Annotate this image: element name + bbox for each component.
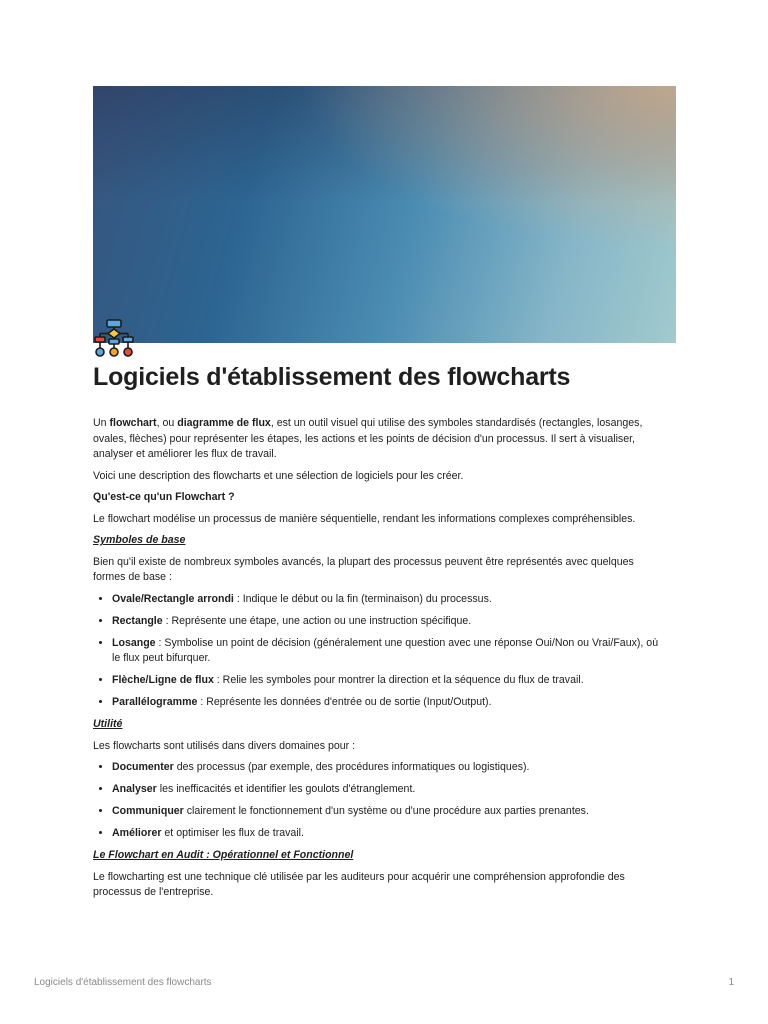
list-item-term: Flèche/Ligne de flux [112,674,214,686]
list-item [112,782,663,798]
list-item-term: Parallélogramme [112,696,198,708]
page-title: Logiciels d'établissement des flowcharts [93,363,571,391]
list-item-desc: : Relie les symboles pour montrer la direction et la séquence du flux de travail. [213,674,584,686]
section-heading-utility: Utilité [93,718,123,730]
document-body [93,416,663,907]
page-number: 1 [728,977,734,988]
utility-list [93,760,663,842]
section-heading-audit: Le Flowchart en Audit : Opérationnel et Fonctionnel [93,849,354,861]
definition-paragraph: Le flowchart modélise un processus de manière séquentielle, rendant les informations complexes compréhensibles. [93,512,636,525]
intro-paragraph-2: Voici une description des flowcharts et une sélection de logiciels pour les créer. [93,469,464,482]
audit-paragraph: Le flowcharting est une technique clé utilisée par les auditeurs pour acquérir une compréhension approfondie des processus de l'entreprise. [93,870,625,898]
list-item-desc: les inefficacités et identifier les goulots d'étranglement. [156,783,416,795]
section-heading-symbols: Symboles de base [93,534,186,546]
footer-title: Logiciels d'établissement des flowcharts [34,977,212,988]
list-item-term: Losange [112,636,156,649]
list-item-desc: : Représente les données d'entrée ou de sortie (Input/Output). [197,696,492,708]
list-item-desc: des processus (par exemple, des procédures informatiques ou logistiques). [173,761,530,773]
section-heading-definition: Qu'est-ce qu'un Flowchart ? [93,491,235,503]
list-item-desc: clairement le fonctionnement d'un système ou d'une procédure aux parties prenantes. [183,805,589,817]
list-item-term: Rectangle [112,614,163,627]
list-item [112,760,663,776]
list-item-term: Analyser [112,783,157,795]
utility-intro: Les flowcharts sont utilisés dans divers domaines pour : [93,739,356,752]
flowchart-icon [93,318,135,358]
list-item-term: Améliorer [112,827,162,839]
intro-text: , est un outil visuel qui utilise des symboles standardisés (rectangles, losanges, ovales, flèches) pour représenter les étapes, les actions et les points de décision d'un processus. Il sert à visualiser, analyser et améliorer les flux de travail. [93,417,643,460]
list-item [112,636,663,667]
list-item [112,673,663,689]
list-item-term: Ovale/Rectangle arrondi [112,592,234,605]
list-item-desc: : Indique le début ou la fin (terminaison) du processus. [233,592,492,605]
symbols-list [93,592,663,711]
list-item [112,804,663,820]
list-item [112,695,663,711]
list-item-term: Communiquer [112,805,184,817]
list-item [112,592,663,608]
intro-text: , ou [156,417,178,429]
list-item-desc: : Représente une étape, une action ou une instruction spécifique. [162,614,472,627]
symbols-intro: Bien qu'il existe de nombreux symboles avancés, la plupart des processus peuvent être représentés avec quelques formes de base : [93,555,634,583]
intro-term-diagramme: diagramme de flux [177,417,271,429]
intro-paragraph [93,416,663,463]
list-item [112,614,663,630]
intro-text: Un [93,417,110,429]
list-item-desc: : Symbolise un point de décision (généralement une question avec une réponse Oui/Non ou Vrai/Faux), où le flux peut bifurquer. [112,636,659,664]
list-item-term: Documenter [112,761,174,773]
intro-term-flowchart: flowchart [109,417,157,429]
cover-banner [93,86,676,343]
list-item [112,826,663,842]
list-item-desc: et optimiser les flux de travail. [161,827,304,839]
